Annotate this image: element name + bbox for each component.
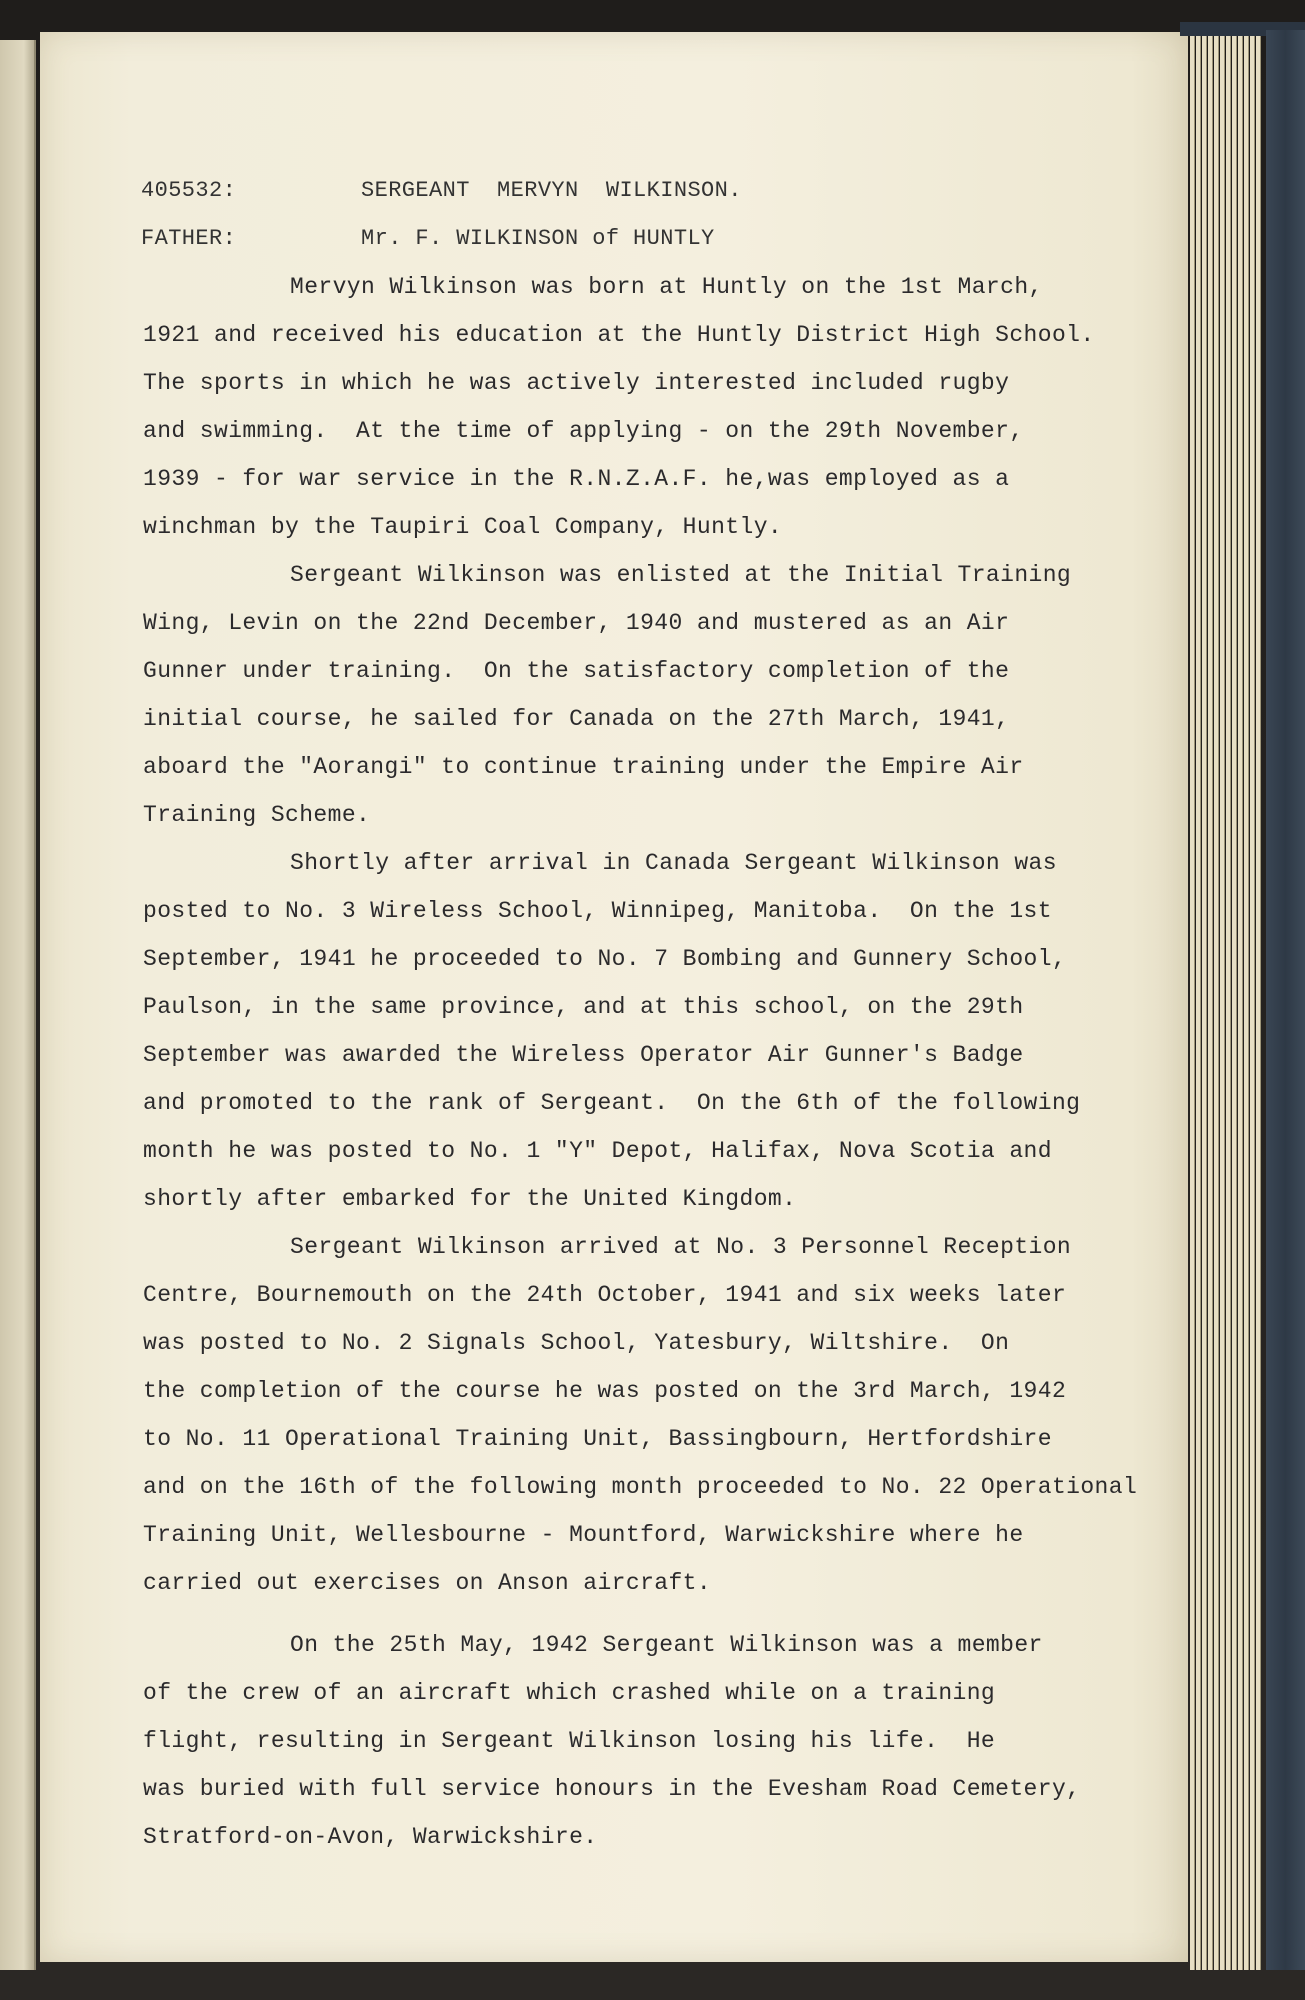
text-line: and on the 16th of the following month proceeded to No. 22 Operational bbox=[143, 1474, 1138, 1500]
text-line: Stratford-on-Avon, Warwickshire. bbox=[143, 1824, 598, 1850]
page-edge bbox=[1214, 30, 1219, 1970]
page-edge bbox=[1208, 30, 1213, 1970]
text-line: September was awarded the Wireless Operator Air Gunner's Badge bbox=[143, 1042, 1024, 1068]
text-line: month he was posted to No. 1 "Y" Depot, Halifax, Nova Scotia and bbox=[143, 1138, 1052, 1164]
text-line: of the crew of an aircraft which crashed while on a training bbox=[143, 1680, 996, 1706]
page-edge bbox=[1196, 30, 1201, 1970]
text-line: September, 1941 he proceeded to No. 7 Bombing and Gunnery School, bbox=[143, 946, 1067, 972]
page-edge bbox=[1202, 30, 1207, 1970]
page-edge bbox=[1250, 30, 1255, 1970]
text-line: shortly after embarked for the United Kingdom. bbox=[143, 1186, 797, 1212]
text-line: posted to No. 3 Wireless School, Winnipeg, Manitoba. On the 1st bbox=[143, 898, 1052, 924]
service-number: 405532: bbox=[141, 178, 237, 203]
page-edge bbox=[1190, 30, 1195, 1970]
text-line: to No. 11 Operational Training Unit, Bassingbourn, Hertfordshire bbox=[143, 1426, 1052, 1452]
text-line: Wing, Levin on the 22nd December, 1940 and mustered as an Air bbox=[143, 610, 1010, 636]
text-line: flight, resulting in Sergeant Wilkinson losing his life. He bbox=[143, 1728, 996, 1754]
text-line: Training Scheme. bbox=[143, 802, 371, 828]
text-line: Training Unit, Wellesbourne - Mountford, Warwickshire where he bbox=[143, 1522, 1024, 1548]
text-line: Gunner under training. On the satisfactory completion of the bbox=[143, 658, 1010, 684]
text-line: Mervyn Wilkinson was born at Huntly on the 1st March, bbox=[290, 274, 1043, 300]
page-edge bbox=[1220, 30, 1225, 1970]
text-line: winchman by the Taupiri Coal Company, Huntly. bbox=[143, 514, 783, 540]
page-edge bbox=[1256, 30, 1261, 1970]
text-line: aboard the "Aorangi" to continue training under the Empire Air bbox=[143, 754, 1024, 780]
text-line: Centre, Bournemouth on the 24th October, 1941 and six weeks later bbox=[143, 1282, 1067, 1308]
text-line: was posted to No. 2 Signals School, Yatesbury, Wiltshire. On bbox=[143, 1330, 1010, 1356]
left-page-edge bbox=[0, 40, 36, 1970]
text-line: Shortly after arrival in Canada Sergeant Wilkinson was bbox=[290, 850, 1057, 876]
text-line: and swimming. At the time of applying - on the 29th November, bbox=[143, 418, 1024, 444]
text-line: was buried with full service honours in the Evesham Road Cemetery, bbox=[143, 1776, 1081, 1802]
page-edge bbox=[1226, 30, 1231, 1970]
text-line: the completion of the course he was posted on the 3rd March, 1942 bbox=[143, 1378, 1067, 1404]
text-line: carried out exercises on Anson aircraft. bbox=[143, 1570, 712, 1596]
page-edge bbox=[1232, 30, 1237, 1970]
text-line: 1921 and received his education at the Huntly District High School. bbox=[143, 322, 1095, 348]
name-heading: SERGEANT MERVYN WILKINSON. bbox=[361, 178, 742, 203]
book-binding bbox=[1266, 30, 1305, 1970]
text-line: On the 25th May, 1942 Sergeant Wilkinson was a member bbox=[290, 1632, 1043, 1658]
text-line: Paulson, in the same province, and at this school, on the 29th bbox=[143, 994, 1024, 1020]
text-line: The sports in which he was actively interested included rugby bbox=[143, 370, 1010, 396]
text-line: and promoted to the rank of Sergeant. On the 6th of the following bbox=[143, 1090, 1081, 1116]
document-page bbox=[40, 32, 1188, 1962]
page-edge bbox=[1244, 30, 1249, 1970]
text-line: initial course, he sailed for Canada on the 27th March, 1941, bbox=[143, 706, 1010, 732]
father-value: Mr. F. WILKINSON of HUNTLY bbox=[361, 226, 715, 251]
text-line: Sergeant Wilkinson was enlisted at the Initial Training bbox=[290, 562, 1072, 588]
text-line: Sergeant Wilkinson arrived at No. 3 Personnel Reception bbox=[290, 1234, 1072, 1260]
text-line: 1939 - for war service in the R.N.Z.A.F. he,was employed as a bbox=[143, 466, 1010, 492]
page-edge bbox=[1238, 30, 1243, 1970]
father-label: FATHER: bbox=[141, 226, 237, 251]
